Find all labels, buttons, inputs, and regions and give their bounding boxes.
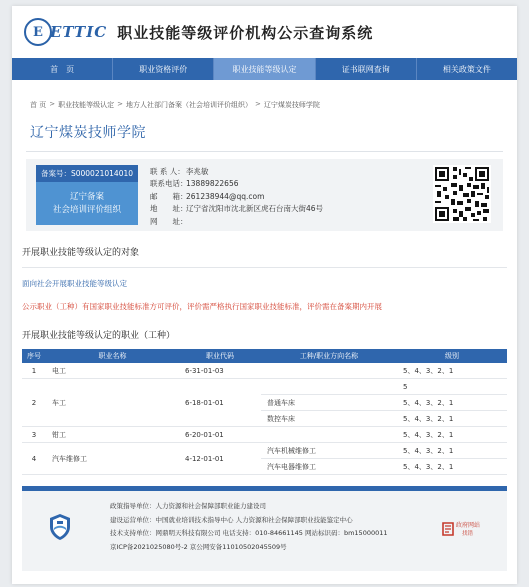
col-header-level: 级别	[397, 349, 507, 363]
cell-level: 5、4、3、2、1	[397, 443, 507, 459]
record-number: 备案号：S000021014010	[36, 165, 138, 182]
cell-level: 5、4、3、2、1	[397, 459, 507, 475]
contact-label: 联系电话：	[150, 179, 188, 189]
nav-skill-level-certification[interactable]: 职业技能等级认定	[214, 58, 315, 80]
contact-info	[150, 165, 323, 228]
table-row	[22, 427, 507, 443]
record-type	[36, 182, 138, 225]
cell-no: 2	[22, 379, 46, 427]
footer-icp[interactable]: 京ICP备2021025080号-2 京公网安备11010502045509号	[110, 542, 287, 551]
footer-info	[110, 500, 388, 554]
cell-level: 5、4、3、2、1	[397, 395, 507, 411]
gov-site-error-label: 找错	[462, 531, 474, 537]
logo-text: ETTIC	[50, 23, 108, 41]
objects-note: 公示职业（工种）有国家职业技能标准方可评价，评价需严格执行国家职业技能标准，评价需在备案期内开展	[22, 302, 382, 311]
main-nav	[12, 58, 517, 80]
nav-home[interactable]: 首 页	[12, 58, 113, 80]
objects-section-title: 开展职业技能等级认定的对象	[22, 248, 140, 258]
contact-value: 261238944@qq.com	[186, 191, 265, 201]
cell-name: 车工	[46, 379, 179, 427]
breadcrumb-separator: >	[254, 100, 261, 108]
contact-address-row	[150, 203, 323, 216]
cell-code: 6-31-01-03	[179, 363, 261, 379]
cell-code: 4-12-01-01	[179, 443, 261, 475]
nav-certificate-query[interactable]: 证书联网查询	[316, 58, 417, 80]
footer-policy-unit: 政策指导单位：人力资源和社会保障部职业能力建设司	[110, 502, 266, 510]
breadcrumb-separator: >	[117, 100, 123, 108]
contact-label: 地 址：	[150, 204, 188, 214]
nav-policy-documents[interactable]: 相关政策文件	[442, 64, 491, 74]
contact-value: 李兆敏	[186, 166, 209, 176]
cell-type: 普通车床	[261, 395, 397, 411]
contact-value: 13889822656	[186, 179, 239, 189]
page	[12, 6, 517, 584]
objects-text: 面向社会开展职业技能等级认定	[22, 279, 127, 288]
contact-label: 邮 箱：	[150, 191, 188, 201]
table-row	[22, 443, 507, 459]
col-header-code: 职业代码	[179, 349, 261, 363]
cell-level: 5	[397, 379, 507, 395]
breadcrumb-local-record[interactable]: 地方人社部门备案（社会培训评价组织）	[125, 101, 252, 109]
cell-level: 5、4、3、2、1	[397, 411, 507, 427]
contact-phone-row	[150, 178, 323, 191]
gov-site-label: 政府网站	[456, 522, 481, 529]
record-badge	[36, 165, 138, 225]
breadcrumb-skill-certification[interactable]: 职业技能等级认定	[58, 101, 115, 109]
cell-name: 钳工	[46, 427, 179, 443]
site-title: 职业技能等级评价机构公示查询系统	[117, 23, 374, 42]
breadcrumb-current: 辽宁煤炭技师学院	[263, 101, 320, 109]
table-header-row	[22, 349, 507, 363]
contact-website-row	[150, 215, 323, 228]
cell-level: 5、4、3、2、1	[397, 363, 507, 379]
site-header	[12, 6, 517, 58]
occupations-section-title: 开展职业技能等级认定的职业（工种）	[22, 331, 176, 341]
cell-type	[261, 363, 397, 379]
site-footer	[22, 491, 507, 571]
contact-person-row	[150, 165, 323, 178]
record-type-line2: 社会培训评价组织	[52, 204, 121, 215]
col-header-no: 序号	[22, 349, 46, 363]
table-row	[22, 363, 507, 379]
cell-code: 6-20-01-01	[179, 427, 261, 443]
col-header-type: 工种/职业方向名称	[261, 349, 397, 363]
breadcrumb-home[interactable]: 首 页	[30, 101, 47, 109]
gov-site-error-report[interactable]	[442, 520, 488, 538]
record-type-line1: 辽宁备案	[69, 191, 104, 202]
footer-operator-unit: 建设运营单位：中国就业培训技术指导中心 人力资源和社会保障部职业技能鉴定中心	[110, 515, 353, 524]
ettic-logo[interactable]	[24, 18, 107, 46]
cell-type: 数控车床	[261, 411, 397, 427]
occupations-table	[22, 349, 507, 475]
institution-title: 辽宁煤炭技师学院	[30, 125, 146, 141]
divider	[26, 151, 503, 152]
shield-emblem-icon	[48, 513, 72, 541]
contact-label: 网 址：	[150, 216, 188, 226]
breadcrumb-separator: >	[49, 100, 56, 108]
col-header-name: 职业名称	[46, 349, 179, 363]
cell-type	[261, 427, 397, 443]
nav-qualification-evaluation[interactable]: 职业资格评价	[113, 58, 214, 80]
qr-code-icon	[433, 165, 491, 223]
table-row	[22, 379, 507, 395]
cell-type	[261, 379, 397, 395]
contact-label: 联 系 人：	[150, 166, 185, 176]
contact-email-row	[150, 190, 323, 203]
cell-name: 汽车维修工	[46, 443, 179, 475]
institution-info-box	[26, 159, 503, 231]
cell-no: 4	[22, 443, 46, 475]
gov-site-icon	[442, 521, 454, 537]
footer-tech-support: 技术支持单位：网鼎明天科技有限公司 电话支持：010-84661145 网站标识码：bm15000011	[110, 529, 388, 537]
cell-type: 汽车机械维修工	[261, 443, 397, 459]
cell-no: 3	[22, 427, 46, 443]
cell-code: 6-18-01-01	[179, 379, 261, 427]
breadcrumb	[12, 80, 517, 110]
cell-level: 5、4、3、2、1	[397, 427, 507, 443]
cell-name: 电工	[46, 363, 179, 379]
logo-mark-icon: E	[24, 18, 52, 46]
cell-type: 汽车电器维修工	[261, 459, 397, 475]
contact-value: 辽宁省沈阳市沈北新区虎石台南大街46号	[186, 204, 324, 214]
cell-no: 1	[22, 363, 46, 379]
